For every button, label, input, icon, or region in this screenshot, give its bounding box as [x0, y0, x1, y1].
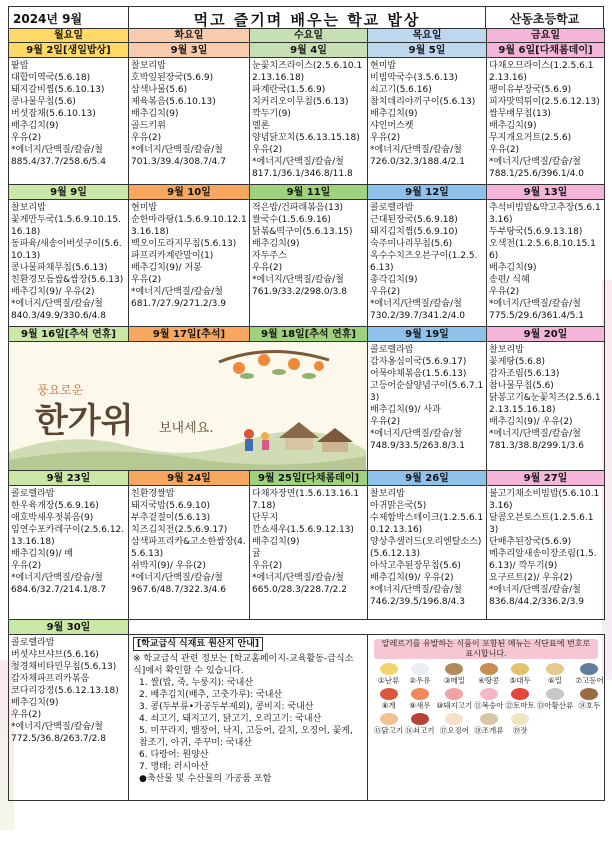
menu-item: 추석비빔밥&약고추장(5.6.13.16) — [489, 203, 601, 225]
allergy-item — [374, 663, 403, 686]
date-cell: 9월 20일 — [487, 327, 605, 342]
menu-cell — [129, 486, 250, 620]
menu-item: 배추김치(9) — [11, 698, 59, 708]
menu-item: 자두주스 — [252, 251, 287, 261]
date-cell: 9월 17일[추석] — [129, 327, 250, 342]
menu-item: 배추김치(9)/ 우유(2) — [11, 287, 95, 297]
allergy-label: ⑥밀 — [547, 676, 562, 685]
menu-item: *에너지/단백질/칼슘/철 — [252, 157, 344, 167]
allergy-item — [437, 663, 473, 686]
menu-item: 단무지 — [252, 513, 279, 523]
menu-item: 돼지국밥(5.6.9.10) — [131, 501, 211, 511]
menu-item: 967.6/48.7/322.3/4.6 — [131, 585, 226, 595]
allergy-item — [474, 688, 503, 711]
date-cell: 9월 26일 — [368, 471, 487, 486]
menu-item: 현미밥 — [370, 61, 397, 71]
chuseok-illustration — [9, 342, 366, 470]
menu-item: 우유(2) — [489, 287, 520, 297]
origin-notice-item: 5. 미꾸라지, 뱀장어, 낙지, 고등어, 갈치, 오징어, 꽃게, 참조기, 아귀, 주꾸미: 국내산 — [139, 726, 353, 748]
menu-item: 콩나물무침(5.6) — [11, 97, 76, 107]
menu-item: 순한마라탕(1.5.6.9.10.12.13.16.18) — [131, 215, 247, 237]
allergen-food-icon — [511, 713, 529, 725]
menu-cell — [9, 486, 129, 620]
allergen-food-icon — [380, 663, 398, 675]
date-cell: 9월 3일 — [129, 43, 250, 58]
menu-item: 단배추된장국(5.6.9) — [489, 537, 572, 547]
menu-item: 684.6/32.7/214.1/8.7 — [11, 585, 106, 595]
menu-item: 팥밥 — [11, 61, 29, 71]
allergy-grid — [374, 663, 604, 736]
allergen-food-icon — [445, 663, 463, 675]
menu-item: 불고기채소비빔밥(5.6.10.13.16) — [489, 489, 600, 511]
menu-item: 우유(2) — [370, 417, 401, 427]
menu-cell — [368, 200, 487, 327]
menu-item: 귤 — [252, 549, 261, 559]
date-cell: 9월 4일 — [250, 43, 368, 58]
menu-item: 배추김치(9)/ 사과 — [370, 405, 441, 415]
menu-item: 콜로렐라밥 — [370, 203, 414, 213]
allergen-food-icon — [411, 663, 429, 675]
date-cell: 9월 2일[생일밥상] — [9, 43, 129, 58]
menu-item: 콜로렐라밥 — [11, 638, 55, 648]
allergy-label: ⑨새우 — [409, 701, 431, 710]
origin-notice-intro: ※ 학교급식 관련 정보는 [학교홈페이지-교육활동-급식소식]에서 확인할 수 있습니다. — [133, 654, 354, 676]
date-cell: 9월 6일[다채롬데이] — [487, 43, 605, 58]
menu-cell — [368, 342, 487, 471]
menu-item: 한우육개장(5.6.9.16) — [11, 501, 99, 511]
date-cell: 9월 30일 — [9, 620, 129, 635]
menu-item: 우유(2) — [252, 145, 283, 155]
allergen-food-icon — [380, 688, 398, 700]
menu-item: 788.1/25.6/396.1/4.0 — [489, 169, 584, 179]
allergen-food-icon — [480, 663, 498, 675]
allergen-food-icon — [445, 688, 463, 700]
menu-item: 찰보리밥 — [11, 203, 46, 213]
date-row — [9, 620, 605, 635]
menu-item: 817.1/36.1/346.8/11.8 — [252, 169, 353, 179]
date-cell: 9월 25일[다채롬데이] — [250, 471, 368, 486]
menu-item: 닭볶&떡구이(5.6.13.15) — [252, 227, 353, 237]
menu-item: 746.2/39.5/196.8/4.3 — [370, 597, 465, 607]
allergy-item — [405, 688, 434, 711]
menu-item: 우유(2) — [370, 133, 401, 143]
menu-item: 감자조림(5.6.13) — [489, 369, 560, 379]
menu-item: 버섯샤브샤브(5.6.16) — [11, 650, 99, 660]
menu-item: 콜로렐라밥 — [370, 345, 414, 355]
origin-notice-item: 3. 콩(두부류•가공두부제외), 콩비지: 국내산 — [139, 702, 314, 712]
menu-item: 근대된장국(5.6.9.18) — [370, 215, 458, 225]
menu-cell — [487, 342, 605, 471]
allergy-label: ⑬아황산류 — [536, 701, 574, 710]
menu-row — [9, 200, 605, 327]
menu-item: 콩나물파채무침(5.6.13) — [11, 263, 108, 273]
menu-item: *에너지/단백질/칼슘/철 — [489, 157, 581, 167]
menu-item: 삼색나물(5.6) — [131, 85, 188, 95]
menu-item: 파계란국(1.5.6.9) — [252, 85, 326, 95]
menu-item: 대합미역국(5.6.18) — [11, 73, 91, 83]
allergy-title-text: 알레르기를 유발하는 식품이 포함된 메뉴는 식단표에 번호로 표시합니다. — [374, 639, 598, 659]
weekday-mon: 월요일 — [9, 29, 129, 43]
allergy-item — [537, 688, 573, 711]
menu-item: 찰보리밥 — [131, 61, 166, 71]
menu-item: 우유(2) — [11, 133, 42, 143]
school-name: 산동초등학교 — [509, 12, 580, 26]
menu-item: 고등어순살양념구이(5.6.7.13) — [370, 381, 484, 403]
allergy-item — [374, 688, 403, 711]
allergy-label: ⑰오징어 — [439, 726, 469, 735]
menu-item: *에너지/단백질/칼슘/철 — [11, 145, 103, 155]
menu-item: 팽이유부장국(5.6.9) — [489, 85, 572, 95]
menu-item: 양상추샐러드(오리엔탈소스)(5.6.12.13) — [370, 537, 482, 559]
menu-item: 두부탕국(5.6.9.13.18) — [489, 227, 583, 237]
menu-item: *에너지/단백질/칼슘/철 — [370, 145, 462, 155]
allergy-label: ⑫토마토 — [505, 701, 535, 710]
menu-item: 우유(2) — [252, 561, 283, 571]
allergy-item — [505, 713, 534, 736]
menu-item: 총각김치(9) — [370, 275, 418, 285]
weekday-thu: 목요일 — [368, 29, 487, 43]
menu-item: *에너지/단백질/칼슘/철 — [489, 585, 581, 595]
menu-item: 우유(2) — [252, 263, 283, 273]
date-cell: 9월 13일 — [487, 185, 605, 200]
allergen-food-icon — [480, 713, 498, 725]
menu-item: *에너지/단백질/칼슘/철 — [489, 299, 581, 309]
menu-item: 775.5/29.6/361.4/5.1 — [489, 311, 584, 321]
allergy-label: ⑭호두 — [578, 701, 601, 710]
menu-item: 배추김치(9)/ 배 — [11, 549, 74, 559]
menu-cell — [368, 58, 487, 185]
allergy-label: ②우유 — [409, 676, 431, 685]
allergy-item — [474, 663, 503, 686]
chuseok-greeting-panel — [9, 342, 368, 471]
allergy-label: ⑧게 — [381, 701, 396, 710]
menu-item: *에너지/단백질/칼슘/철 — [252, 573, 344, 583]
holiday-big-text: 한가위 — [35, 401, 134, 441]
menu-item: 깍두기(9) — [252, 109, 291, 119]
menu-item: 임연수포카레구이(2.5.6.12.13.16.18) — [11, 525, 125, 547]
allergen-food-icon — [480, 688, 498, 700]
menu-item: 찰보리밥 — [489, 345, 524, 355]
menu-item: *에너지/단백질/칼슘/철 — [131, 573, 223, 583]
allergy-legend — [368, 635, 605, 801]
menu-cell — [487, 200, 605, 327]
menu-item: 배추김치(9) — [489, 121, 537, 131]
date-cell: 9월 16일[추석 연휴] — [9, 327, 129, 342]
menu-item: 쉬박지(9)/ 우유(2) — [131, 561, 206, 571]
allergen-food-icon — [380, 713, 398, 725]
menu-item: 아삭고추된장무침(5.6) — [370, 561, 461, 571]
origin-notice-item: 4. 쇠고기, 돼지고기, 닭고기, 오리고기: 국내산 — [139, 714, 322, 724]
date-cell: 9월 11일 — [250, 185, 368, 200]
allergen-food-icon — [580, 688, 598, 700]
allergy-item — [437, 713, 473, 736]
menu-row — [9, 486, 605, 620]
menu-item: 숙주미나리무침(5.6) — [370, 239, 453, 249]
origin-notice — [129, 635, 368, 801]
menu-item: 오색전(1.2.5.6.8.10.15.16) — [489, 239, 596, 261]
weekday-row — [9, 29, 605, 43]
menu-item: 버섯잡채(5.6.10.13) — [11, 109, 96, 119]
menu-item: 참나물무침(5.6) — [489, 381, 554, 391]
allergy-item — [405, 713, 434, 736]
menu-item: 송편/ 식혜 — [489, 275, 530, 285]
menu-item: 665.0/28.3/228.7/2.2 — [252, 585, 347, 595]
menu-item: 깐쇼새우(1.5.6.9.12.13) — [252, 525, 354, 535]
menu-item: 681.7/27.9/271.2/3.9 — [131, 299, 226, 309]
menu-item: 멜론 — [252, 121, 270, 131]
menu-item: 다채자장면(1.5.6.13.16.17.18) — [252, 489, 360, 511]
menu-item: 코다리강정(5.6.12.13.18) — [11, 686, 119, 696]
menu-item: 백오이도라지무침(5.6.13) — [131, 239, 237, 249]
menu-item: 치커리오이무침(5.6.13) — [252, 97, 349, 107]
menu-item: 달콤오븐토스트(1.2.5.6.13) — [489, 513, 594, 535]
menu-item: 치즈김치전(2.5.6.9.17) — [131, 525, 228, 535]
allergen-food-icon — [580, 663, 598, 675]
allergy-label: ⑯쇠고기 — [405, 726, 435, 735]
menu-item: 아귀맑은국(5) — [370, 501, 427, 511]
holiday-tail-text: 보내세요. — [159, 421, 214, 436]
empty-date-space — [129, 620, 605, 635]
menu-item: 옥수수치즈오븐구이(1.2.5.6.13) — [370, 251, 478, 273]
menu-item: 다채오므라이스(1.2.5.6.12.13.16) — [489, 61, 594, 83]
menu-item: 우유(2) — [131, 133, 162, 143]
menu-item: 쇠고기(5.6.16) — [370, 85, 432, 95]
menu-item: 돼지갈비찜(5.6.10.13) — [11, 85, 105, 95]
allergy-item — [405, 663, 434, 686]
menu-item: 836.8/44.2/336.2/3.9 — [489, 597, 584, 607]
allergen-food-icon — [411, 688, 429, 700]
date-cell: 9월 19일 — [368, 327, 487, 342]
menu-item: 730.2/39.7/341.2/4.0 — [370, 311, 465, 321]
allergy-label: ⑤대두 — [509, 676, 531, 685]
date-cell: 9월 10일 — [129, 185, 250, 200]
menu-item: 우유(2) — [370, 287, 401, 297]
menu-item: 호박잎된장국(5.6.9) — [131, 73, 214, 83]
origin-notice-item: 2. 배추김치(배추, 고춧가루): 국내산 — [139, 690, 283, 700]
allergy-title — [374, 639, 598, 659]
menu-cell — [250, 200, 368, 327]
meal-table — [8, 28, 605, 801]
menu-item: 부추겉절이(5.6.13) — [131, 513, 211, 523]
allergy-label: ⑪복숭아 — [474, 701, 504, 710]
menu-item: *에너지/단백질/칼슘/철 — [370, 299, 462, 309]
menu-item: 꽃게만두국(1.5.6.9.10.15.16.18) — [11, 215, 121, 237]
menu-item: 우유(2) — [131, 275, 162, 285]
holiday-small-text: 풍요로운 — [37, 383, 84, 397]
menu-item: 840.3/49.9/330.6/4.8 — [11, 311, 106, 321]
menu-item: 감자채파프리카볶음 — [11, 674, 90, 684]
allergy-item — [437, 688, 473, 711]
allergy-label: ⑦고등어 — [575, 676, 604, 685]
menu-item: *에너지/단백질/칼슘/철 — [370, 429, 462, 439]
origin-notice-item: 7. 명태: 러시아산 — [139, 762, 209, 772]
menu-item: 현미밥 — [131, 203, 158, 213]
menu-cell — [487, 486, 605, 620]
allergen-food-icon — [445, 713, 463, 725]
menu-item: *에너지/단백질/칼슘/철 — [11, 722, 103, 732]
date-row — [9, 471, 605, 486]
year-month: 2024년 9월 — [9, 7, 129, 28]
origin-notice-item: 1. 쌀(밥, 죽, 누룽지): 국내산 — [139, 678, 254, 688]
menu-item: 양념닭꼬치(5.6.13.15.18) — [252, 133, 360, 143]
menu-item: 748.9/33.5/263.8/3.1 — [370, 441, 465, 451]
allergy-label: ⑩돼지고기 — [436, 701, 473, 710]
allergy-label: ③메밀 — [443, 676, 465, 685]
menu-item: 우유(2) — [11, 710, 42, 720]
allergy-label: ⑮닭고기 — [374, 726, 404, 735]
allergy-item — [505, 688, 534, 711]
menu-item: 쌀국수(1.5.6.9.16) — [252, 215, 331, 225]
menu-item: 배추김치(9) — [489, 263, 537, 273]
weekday-fri: 금요일 — [487, 29, 605, 43]
menu-item: 726.0/32.3/188.4/2.1 — [370, 157, 465, 167]
menu-item: 요구르트(2)/ 우유(2) — [489, 573, 573, 583]
menu-item: 파프리카계란말이(1) — [131, 251, 214, 261]
date-row — [9, 327, 605, 342]
menu-item: 돼지김치찜(5.6.9.10) — [370, 227, 458, 237]
menu-cell — [9, 58, 129, 185]
date-cell: 9월 9일 — [9, 185, 129, 200]
menu-item: 피자맛떡튀이(2.5.6.12.13) — [489, 97, 600, 107]
menu-item: 배추김치(9)/ 우유(2) — [489, 417, 573, 427]
menu-item: 눈꽃치즈라이스(2.5.6.10.12.13.16.18) — [252, 61, 363, 83]
menu-item: *에너지/단백질/칼슘/철 — [489, 429, 581, 439]
menu-item: *에너지/단백질/칼슘/철 — [11, 573, 103, 583]
origin-notice-title: [학교급식 식재료 원산지 안내] — [133, 637, 263, 651]
menu-cell — [9, 200, 129, 327]
menu-item: 메추리알새송이장조림(1.5.6.13)/ 깍두기(9) — [489, 549, 597, 571]
menu-item: 배추김치(9)/ 거봉 — [131, 263, 202, 273]
menu-cell — [487, 58, 605, 185]
menu-item: 781.3/38.8/299.1/3.6 — [489, 441, 584, 451]
menu-item: 어묵야채볶음(1.5.6.13) — [370, 369, 467, 379]
menu-item: 샤인머스켓 — [370, 121, 414, 131]
menu-item: *에너지/단백질/칼슘/철 — [370, 585, 462, 595]
allergen-food-icon — [546, 663, 564, 675]
date-cell: 9월 18일[추석 연휴] — [250, 327, 368, 342]
allergen-food-icon — [546, 688, 564, 700]
menu-item: 친환경쌀밥 — [131, 489, 175, 499]
date-cell: 9월 23일 — [9, 471, 129, 486]
menu-item: 772.5/36.8/263.7/2.8 — [11, 734, 106, 744]
menu-item: 적은밥/건파래볶음(13) — [252, 203, 344, 213]
menu-item: 꽃게탕(5.6.8) — [489, 357, 546, 367]
allergy-item — [374, 713, 403, 736]
menu-item: *에너지/단백질/칼슘/철 — [252, 275, 344, 285]
menu-cell — [9, 635, 129, 801]
allergy-label: ①난류 — [378, 676, 400, 685]
menu-item: *에너지/단백질/칼슘/철 — [11, 299, 103, 309]
menu-item: 애호박새우젓볶음(9) — [11, 513, 94, 523]
menu-item: 친환경모듬쌈&쌈장(5.6.13) — [11, 275, 124, 285]
origin-notice-item: ●축산물 및 수산물의 가공품 포함 — [139, 774, 272, 784]
weekday-wed: 수요일 — [250, 29, 368, 43]
menu-item: 골드키위 — [131, 121, 166, 131]
menu-item: 동파육/새송이버섯구이(5.6.10.13) — [11, 239, 122, 261]
menu-item: 701.3/39.4/308.7/4.7 — [131, 157, 226, 167]
allergen-food-icon — [511, 663, 529, 675]
menu-item: 우유(2) — [489, 145, 520, 155]
weekday-tue: 화요일 — [129, 29, 250, 43]
menu-item: *에너지/단백질/칼슘/철 — [131, 145, 223, 155]
allergy-item — [505, 663, 534, 686]
menu-cell — [250, 58, 368, 185]
menu-item: 삼색파프리카&고소한쌈장(4.5.6.13) — [131, 537, 246, 559]
allergy-label: ⑲잣 — [512, 726, 528, 735]
menu-item: 쌈무배무침(13) — [489, 109, 551, 119]
menu-item: 배추김치(9)/ 우유(2) — [370, 573, 454, 583]
date-cell: 9월 27일 — [487, 471, 605, 486]
allergy-label: ⑱조개류 — [474, 726, 504, 735]
menu-item: 무지개요거트(2.5.6) — [489, 133, 572, 143]
menu-cell — [368, 486, 487, 620]
menu-cell — [250, 486, 368, 620]
menu-row — [9, 58, 605, 185]
page-title: 먹고 즐기며 배우는 학교 밥상 — [129, 7, 486, 28]
menu-item: 761.9/33.2/298.0/3.8 — [252, 287, 347, 297]
menu-item: 배추김치(9) — [370, 109, 418, 119]
allergen-food-icon — [511, 688, 529, 700]
header-bar — [8, 6, 604, 28]
menu-row — [9, 635, 605, 801]
menu-item: 우유(2) — [11, 561, 42, 571]
date-cell: 9월 24일 — [129, 471, 250, 486]
date-row — [9, 43, 605, 58]
menu-item: 수제함박스테이크(1.2.5.6.10.12.13.16) — [370, 513, 484, 535]
menu-row — [9, 342, 605, 471]
menu-item: 비빔막국수(3.5.6.13) — [370, 73, 458, 83]
allergy-label: ④땅콩 — [478, 676, 500, 685]
menu-item: 제육볶음(5.6.10.13) — [131, 97, 216, 107]
allergy-item — [474, 713, 503, 736]
menu-item: 배추김치(9) — [252, 239, 300, 249]
menu-item: 찰보리밥 — [370, 489, 405, 499]
menu-item: 배추김치(9) — [252, 537, 300, 547]
date-row — [9, 185, 605, 200]
menu-item: 참치데리야끼구이(5.6.13) — [370, 97, 476, 107]
menu-cell — [129, 200, 250, 327]
menu-item: 감자옹심이국(5.6.9.17) — [370, 357, 467, 367]
origin-notice-item: 6. 다랑어: 원양산 — [139, 750, 209, 760]
menu-item: 배추김치(9) — [11, 121, 59, 131]
menu-cell — [129, 58, 250, 185]
menu-item: 콜로렐라밥 — [11, 489, 55, 499]
menu-item: 885.4/37.7/258.6/5.4 — [11, 157, 106, 167]
allergy-item — [537, 663, 573, 686]
allergy-item — [575, 663, 603, 686]
allergy-item — [575, 688, 603, 711]
menu-item: 청경채비타민무침(5.6.13) — [11, 662, 117, 672]
menu-item: *에너지/단백질/칼슘/철 — [131, 287, 223, 297]
menu-item: 배추김치(9) — [131, 109, 179, 119]
meal-plan-page — [8, 6, 604, 838]
allergen-food-icon — [411, 713, 429, 725]
date-cell: 9월 5일 — [368, 43, 487, 58]
date-cell: 9월 12일 — [368, 185, 487, 200]
menu-item: 닭봉고기&눈꽃치즈(2.5.6.12.13.15.16.18) — [489, 393, 601, 415]
